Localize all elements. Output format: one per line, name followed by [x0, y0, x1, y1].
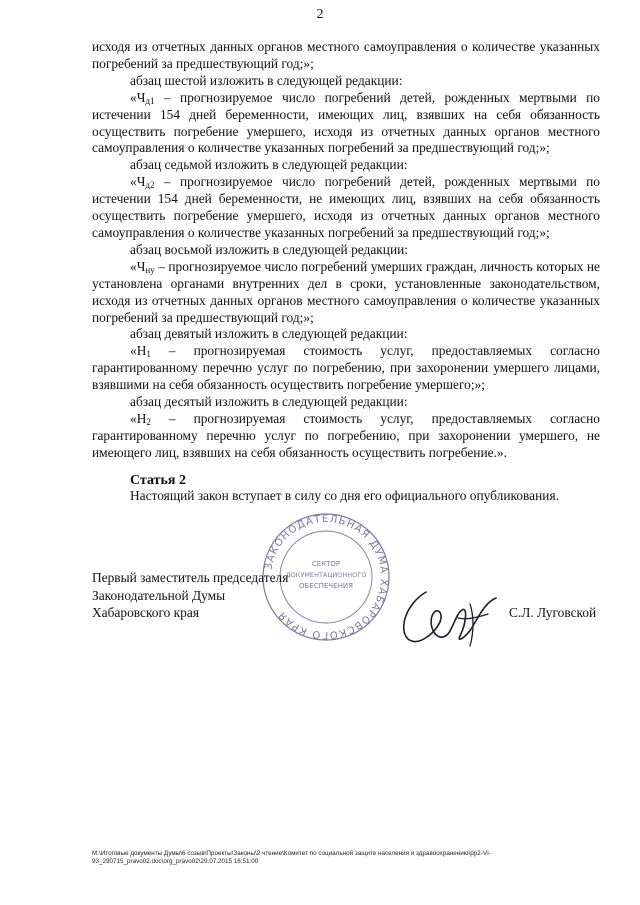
file-path-line: 93_290715_pravo02.doc\org_pravo02\29.07.2015 16:51:00 — [92, 858, 259, 865]
signer-title-line: Первый заместитель председателя — [92, 570, 289, 585]
page-number: 2 — [316, 7, 324, 22]
paragraph: исходя из отчетных данных органов местного самоуправления о количестве указанных погребений за предшествующий год;»; — [92, 39, 600, 71]
signer-title-line: Хабаровского края — [92, 605, 199, 620]
paragraph-instruction: абзац восьмой изложить в следующей редакции: — [130, 241, 409, 257]
paragraph-instruction: абзац девятый изложить в следующей редакции: — [130, 326, 408, 342]
article-text: Настоящий закон вступает в силу со дня его официального опубликования. — [130, 488, 559, 503]
file-path-line: M:\Итоговые документы Думы\6 созыв\Проекты\Законы\2 чтение\Комитет по социальной защите населения и здравоохранению\pp2-VI- — [92, 850, 491, 857]
variable-symbol: «Н — [130, 343, 147, 359]
file-path-footer — [92, 850, 604, 866]
paragraph-definition — [92, 411, 600, 462]
article-heading: Статья 2 — [130, 473, 186, 488]
variable-subscript: д1 — [145, 95, 155, 106]
definition-text: – прогнозируемая стоимость услуг, предоставляемых согласно гарантированному перечню услуг по погребению, при захоронении умершего, не имеющего лиц, взявших на себя обязанность осуществить погребение.». — [92, 410, 600, 460]
variable-symbol: «Ч — [130, 258, 146, 274]
variable-subscript: ну — [145, 264, 155, 275]
variable-symbol: «Ч — [130, 89, 146, 105]
signer-name: С.Л. Луговской — [509, 605, 597, 620]
paragraph-definition — [92, 343, 600, 394]
paragraph-instruction: абзац шестой изложить в следующей редакции: — [130, 72, 403, 88]
paragraph-instruction: абзац десятый изложить в следующей редакции: — [130, 394, 408, 410]
variable-subscript: д2 — [145, 180, 155, 191]
variable-subscript: 2 — [146, 416, 151, 427]
paragraph-instruction: абзац седьмой изложить в следующей редакции: — [130, 157, 408, 173]
paragraph-definition — [92, 174, 600, 242]
seal-outer-text: ЗАКОНОДАТЕЛЬНАЯ ДУМА ХАБАРОВСКОГО КРАЯ — [263, 513, 390, 641]
definition-text: – прогнозируемая стоимость услуг, предоставляемых согласно гарантированному перечню услуг по погребению, при захоронении умершего лицами, взявшими на себя обязанность осуществить погребение умершего;»; — [92, 343, 600, 393]
variable-subscript: 1 — [146, 349, 151, 360]
paragraph-definition — [92, 259, 600, 327]
variable-symbol: «Н — [130, 410, 147, 426]
handwritten-signature — [396, 584, 506, 654]
signer-title-line: Законодательной Думы — [92, 587, 226, 603]
definition-text: – прогнозируемое число погребений умерших граждан, личность которых не установлена органами внутренних дел в сроки, установленные законодательством, исходя из отчетных данных органов местного самоуправления о количестве указанных погребений за предшествующий год;»; — [92, 258, 600, 325]
document-body — [92, 39, 600, 462]
seal-inner-text-1: СЕКТОР — [311, 560, 341, 568]
definition-text: – прогнозируемое число погребений детей, рожденных мертвыми по истечении 154 дней беременности, не имеющих лиц, взявших на себя обязанность осуществить погребение умершего, исходя из отчетных данных органов местного самоуправления о количестве указанных погребений за предшествующий год;»; — [92, 174, 600, 240]
seal-inner-text-2: ДОКУМЕНТАЦИОННОГО — [285, 571, 367, 579]
variable-symbol: «Ч — [130, 174, 146, 190]
seal-inner-text-3: ОБЕСПЕЧЕНИЯ — [299, 582, 353, 590]
signer-title — [92, 569, 288, 622]
paragraph-definition — [92, 90, 600, 158]
definition-text: – прогнозируемое число погребений детей, рожденных мертвыми по истечении 154 дней беременности, имеющих лиц, взявших на себя обязанность осуществить погребение умершего, исходя из отчетных данных органов местного самоуправления о количестве указанных погребений за предшествующий год;»; — [92, 89, 600, 156]
